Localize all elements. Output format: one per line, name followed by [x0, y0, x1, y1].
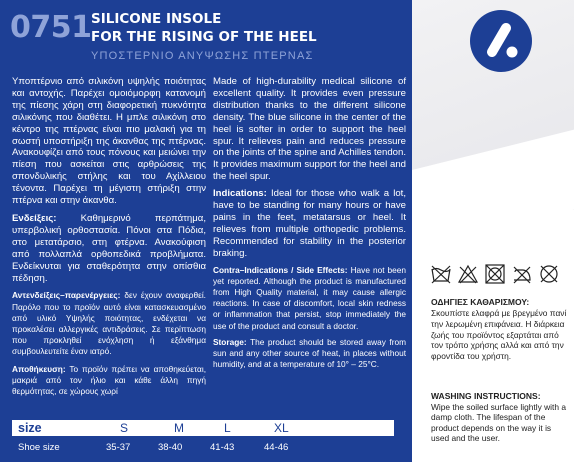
greek-storage-text: Το προϊόν πρέπει να αποθηκεύεται, μακριά από τον ήλιο και κάθε άλλη πηγή θερμότητας, σε χώρους χωρί: [12, 363, 207, 397]
size-s: S: [120, 421, 129, 435]
shoe-size-xl: 44-46: [264, 442, 289, 453]
size-l: L: [224, 421, 231, 435]
size-header-row: [12, 420, 394, 436]
greek-washing-text: Σκουπίστε ελαφρά με βρεγμένο πανί την λερωμένη επιφάνεια. Η διάρκεια ζωής του προϊόντος εξαρτάται από τον τρόπο χρήσης αλλά και από την φροντίδα του χρήστη.: [431, 308, 567, 362]
size-m: M: [174, 421, 184, 435]
no-dry-clean-icon: [538, 263, 560, 285]
greek-indications-text: Καθημερινό περπάτημα, υπερβολική ορθοστασία. Πόνοι στα Πόδια, στο μετατάρσιο, στη φτέρνα. Ανακούφιση από πολλαπλά ορθοπεδικά προβλήματα. Ενδείκνυται για σταθερότητα στην οπίσθια πέδηση.: [12, 212, 206, 284]
english-description: [213, 76, 406, 183]
shoe-size-s: 35-37: [106, 442, 131, 453]
no-tumble-dry-icon: [484, 263, 506, 285]
size-table: [12, 420, 394, 456]
greek-description: Υποπτέρνιο από σιλικόνη υψηλής ποιότητας και αντοχής. Παρέχει ομοιόμορφη κατανομή της πίεσης χάρη στη διαφορετική πυκνότητα σιλικόνης που διαθέτει. Η μπλε σιλικόνη στο κέντρο της πτέρνας είναι πιο μαλακή για τη σωστή υποστήριξη της άκανθας της πτέρνας. Ανακουφίζει από τους πόνους και μειώνει την πίεση που ασκείται στις αρθρώσεις της σπονδυλικής στήλης και του Αχίλλειου τένοντα. Παρέχει τη μέγιστη στήριξη στην πτέρνα και στην άκανθα.: [12, 76, 206, 207]
english-description-part: It relieves pain and reduces pressure on the joints of the spine and Achilles tendon.: [213, 135, 406, 159]
english-description-part: The blue silicone in the center of the heel is softer in order to support the heel spur.: [213, 111, 406, 147]
english-description-column: [213, 76, 406, 375]
english-contraindications: [213, 265, 406, 332]
greek-description-column: [12, 76, 206, 403]
greek-storage-label: Αποθήκευση:: [12, 363, 66, 374]
english-indications-text: Ideal for those who walk a lot, have to be standing for many hours or have pains in the feet, metatarsus or heel. It relieves from multiple orthopedic problems. Recommended for stability in the posterior braking.: [213, 188, 406, 259]
english-contra-label: Contra–Indications / Side Effects:: [213, 264, 348, 275]
product-subtitle-greek: ΥΠΟΣΤΕΡΝΙΟ ΑΝΥΨΩΣΗΣ ΠΤΕΡΝΑΣ: [91, 50, 314, 62]
brand-logo-mark: [470, 10, 532, 72]
english-description-part: Made of high-durability medical silicone of excellent quality.: [213, 76, 406, 99]
english-indications: [213, 188, 406, 259]
greek-contra-text: δεν έχουν αναφερθεί. Παρόλο που το προϊόν αυτό είναι κατασκευασμένο από υλικό Υψηλής ποιότητας, ενδέχεται να προκαλέσει αλλεργικές αντιδράσεις. Σε περίπτωση που προκληθεί ενόχληση ή εξάνθημα συμβουλευτείτε έναν ιατρό.: [12, 290, 206, 357]
size-header-label: size: [18, 421, 42, 435]
no-iron-icon: [511, 263, 533, 285]
greek-storage: [12, 364, 206, 398]
english-indications-label: Indications:: [213, 188, 267, 200]
brand-logo-icon: [470, 10, 532, 72]
product-title-line1: SILICONE INSOLE: [91, 11, 222, 27]
greek-indications-label: Ενδείξεις:: [12, 212, 57, 224]
greek-indications: [12, 213, 206, 284]
greek-contra-label: Αντενδείξεις–παρενέργειες:: [12, 290, 121, 301]
english-description-part: It provides maximum support for the heel and the heel spur.: [213, 159, 406, 183]
shoe-size-m: 38-40: [158, 442, 183, 453]
shoe-size-l: 41-43: [210, 442, 235, 453]
english-description-part: It provides even pressure distribution thanks to the different silicone density.: [213, 87, 406, 123]
english-storage-text: The product should be stored away from sun and any other source of heat, in places without humidity, and at a temperature of 10° – 25°C.: [213, 336, 406, 370]
shoe-size-row: [12, 440, 394, 456]
no-bleach-icon: [457, 263, 479, 285]
size-xl: XL: [274, 421, 289, 435]
english-storage-label: Storage:: [213, 336, 247, 347]
greek-washing-title: ΟΔΗΓΙΕΣ ΚΑΘΑΡΙΣΜΟΥ:: [431, 297, 530, 307]
product-code: 0751: [10, 10, 92, 45]
care-symbols: [430, 263, 570, 287]
english-contra-text: Have not been yet reported. Although the product is manufactured from High Quality material, it may cause allergic reactions. In case of discomfort, local skin redness or inflammation that persist, stop immediately the use of the product and consult a doctor.: [213, 264, 406, 331]
english-washing-title: WASHING INSTRUCTIONS:: [431, 391, 541, 401]
english-storage: [213, 337, 406, 371]
greek-contraindications: [12, 290, 206, 357]
no-wash-icon: [430, 263, 452, 285]
english-washing-text: Wipe the soiled surface lightly with a damp cloth. The lifespan of the product depends on the way it is used and the user.: [431, 402, 566, 444]
product-title-line2: FOR THE RISING OF THE HEEL: [91, 29, 317, 45]
shoe-size-label: Shoe size: [18, 442, 60, 453]
